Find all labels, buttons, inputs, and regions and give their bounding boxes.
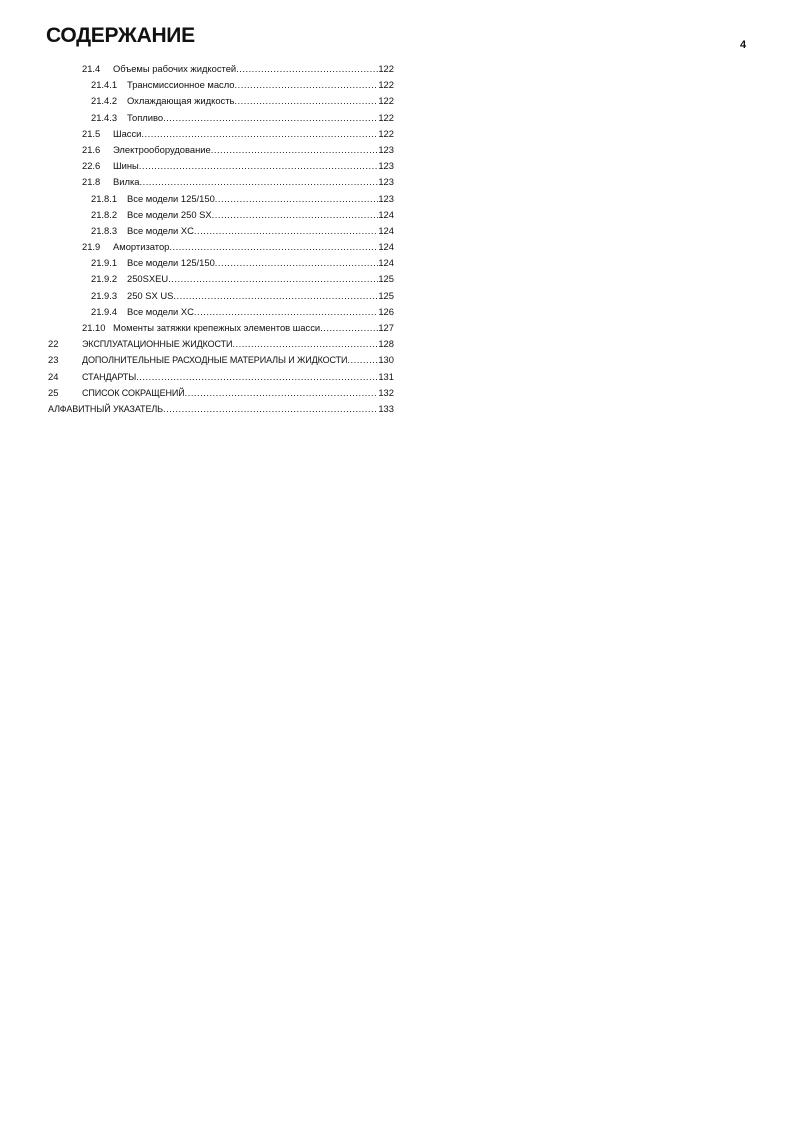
toc-entry-number: 21.8.2: [91, 208, 118, 220]
toc-dot-leader: [163, 401, 378, 417]
toc-dot-leader: [136, 369, 378, 385]
toc-entry-title: ЭКСПЛУАТАЦИОННЫЕ ЖИДКОСТИ: [82, 339, 233, 350]
toc-entry[interactable]: [48, 239, 394, 255]
toc-entry-page: 122: [378, 63, 394, 74]
toc-entry-title: Шасси: [113, 127, 142, 139]
toc-entry-title: Объемы рабочих жидкостей: [113, 63, 237, 74]
toc-dot-leader: [236, 61, 378, 77]
toc-entry-title: ДОПОЛНИТЕЛЬНЫЕ РАСХОДНЫЕ МАТЕРИАЛЫ И ЖИДКОСТИ: [82, 355, 348, 366]
toc-entry-page: 124: [378, 257, 394, 269]
toc-dot-leader: [232, 336, 378, 352]
toc-entry-title: Топливо: [127, 111, 164, 123]
toc-entry-page: 125: [378, 273, 394, 285]
toc-entry[interactable]: [48, 174, 394, 190]
toc-entry-number: 21.9.2: [91, 273, 118, 285]
toc-entry-page: 130: [378, 354, 394, 366]
toc-entry[interactable]: [48, 271, 394, 287]
toc-entry-number: 21.8.1: [91, 192, 118, 204]
toc-entry-page: 122: [378, 127, 394, 139]
toc-entry-page: 123: [378, 176, 394, 188]
toc-dot-leader: [347, 352, 378, 368]
toc-entry[interactable]: [48, 255, 394, 271]
toc-entry-page: 122: [378, 111, 394, 123]
toc-entry[interactable]: [48, 352, 394, 368]
page-number: 4: [740, 39, 747, 51]
table-of-contents: [48, 61, 394, 417]
toc-entry[interactable]: [48, 158, 394, 174]
toc-entry-title: Моменты затяжки крепежных элементов шасси: [113, 322, 321, 333]
toc-entry-title: Вилка: [113, 176, 140, 188]
toc-entry[interactable]: [48, 336, 394, 352]
toc-entry[interactable]: [48, 304, 394, 320]
toc-entry-page: 124: [378, 208, 394, 220]
toc-entry[interactable]: [48, 320, 394, 336]
toc-entry-number: 21.8.3: [91, 224, 118, 236]
toc-entry-title: Амортизатор: [113, 241, 170, 253]
toc-dot-leader: [141, 126, 378, 142]
toc-entry-title: Все модели XC: [127, 224, 194, 236]
toc-entry-page: 123: [378, 160, 394, 172]
toc-entry-page: 126: [378, 305, 394, 317]
toc-entry-number: 21.9.3: [91, 289, 118, 301]
toc-entry-page: 125: [378, 289, 394, 301]
toc-entry-number: 21.9: [82, 241, 101, 253]
toc-entry-title: 250SXEU: [127, 273, 169, 285]
toc-dot-leader: [194, 223, 378, 239]
toc-entry-page: 122: [378, 95, 394, 107]
toc-entry-page: 122: [378, 79, 394, 91]
toc-entry-page: 131: [378, 370, 394, 382]
toc-dot-leader: [212, 207, 379, 223]
toc-entry-title: СТАНДАРТЫ: [82, 371, 137, 382]
toc-dot-leader: [168, 271, 378, 287]
toc-dot-leader: [139, 158, 379, 174]
toc-entry[interactable]: [48, 401, 394, 417]
toc-entry-title: Все модели 125/150: [127, 192, 215, 204]
toc-entry-number: 21.5: [82, 127, 101, 139]
toc-entry[interactable]: [48, 142, 394, 158]
toc-dot-leader: [234, 93, 378, 109]
toc-entry-page: 124: [378, 241, 394, 253]
toc-entry[interactable]: [48, 223, 394, 239]
toc-entry-page: 128: [378, 338, 394, 350]
toc-entry[interactable]: [48, 126, 394, 142]
toc-entry-number: 22.6: [82, 160, 101, 172]
toc-entry[interactable]: [48, 93, 394, 109]
toc-dot-leader: [163, 110, 378, 126]
toc-entry-number: 21.9.4: [91, 305, 118, 317]
toc-entry-title: Все модели 250 SX: [127, 208, 212, 220]
toc-entry-page: 133: [378, 402, 394, 414]
toc-entry-page: 123: [378, 192, 394, 204]
toc-entry-number: 24: [48, 370, 59, 382]
toc-entry-title: 250 SX US: [127, 289, 174, 301]
toc-entry-page: 123: [378, 143, 394, 155]
toc-entry-number: 21.4.1: [91, 79, 118, 91]
toc-entry-number: 22: [48, 338, 59, 350]
toc-entry-number: 21.4.2: [91, 95, 118, 107]
toc-entry-number: 25: [48, 386, 59, 398]
toc-entry[interactable]: [48, 288, 394, 304]
toc-entry[interactable]: [48, 369, 394, 385]
toc-entry-title: СПИСОК СОКРАЩЕНИЙ: [82, 387, 185, 398]
toc-entry-number: 21.4.3: [91, 111, 118, 123]
toc-entry-title: Трансмиссионное масло: [127, 79, 235, 91]
toc-entry-number: 23: [48, 354, 59, 366]
toc-entry[interactable]: [48, 385, 394, 401]
toc-entry[interactable]: [48, 110, 394, 126]
toc-dot-leader: [194, 304, 378, 320]
toc-dot-leader: [169, 239, 378, 255]
toc-entry-page: 127: [378, 322, 394, 333]
toc-entry-number: 21.8: [82, 176, 101, 188]
toc-entry-title: Охлаждающая жидкость: [127, 95, 235, 107]
toc-entry-number: 21.10: [82, 322, 106, 333]
toc-dot-leader: [215, 191, 379, 207]
toc-dot-leader: [185, 385, 379, 401]
toc-dot-leader: [215, 255, 379, 271]
page-title: СОДЕРЖАНИЕ: [46, 24, 195, 47]
toc-dot-leader: [173, 288, 378, 304]
toc-dot-leader: [320, 320, 378, 336]
toc-dot-leader: [235, 77, 379, 93]
toc-entry-title: АЛФАВИТНЫЙ УКАЗАТЕЛЬ: [48, 403, 163, 414]
toc-dot-leader: [211, 142, 379, 158]
toc-entry[interactable]: [48, 207, 394, 223]
toc-entry-number: 21.6: [82, 143, 101, 155]
toc-entry[interactable]: [48, 61, 394, 77]
toc-entry-title: Все модели XC: [127, 305, 194, 317]
toc-entry-title: Электрооборудование: [113, 143, 211, 155]
toc-entry-page: 132: [378, 386, 394, 398]
toc-entry-title: Все модели 125/150: [127, 257, 215, 269]
toc-entry-number: 21.4: [82, 63, 101, 74]
toc-entry-page: 124: [378, 224, 394, 236]
toc-entry[interactable]: [48, 77, 394, 93]
toc-entry-title: Шины: [113, 160, 139, 172]
toc-entry[interactable]: [48, 191, 394, 207]
toc-dot-leader: [139, 174, 378, 190]
toc-entry-number: 21.9.1: [91, 257, 118, 269]
